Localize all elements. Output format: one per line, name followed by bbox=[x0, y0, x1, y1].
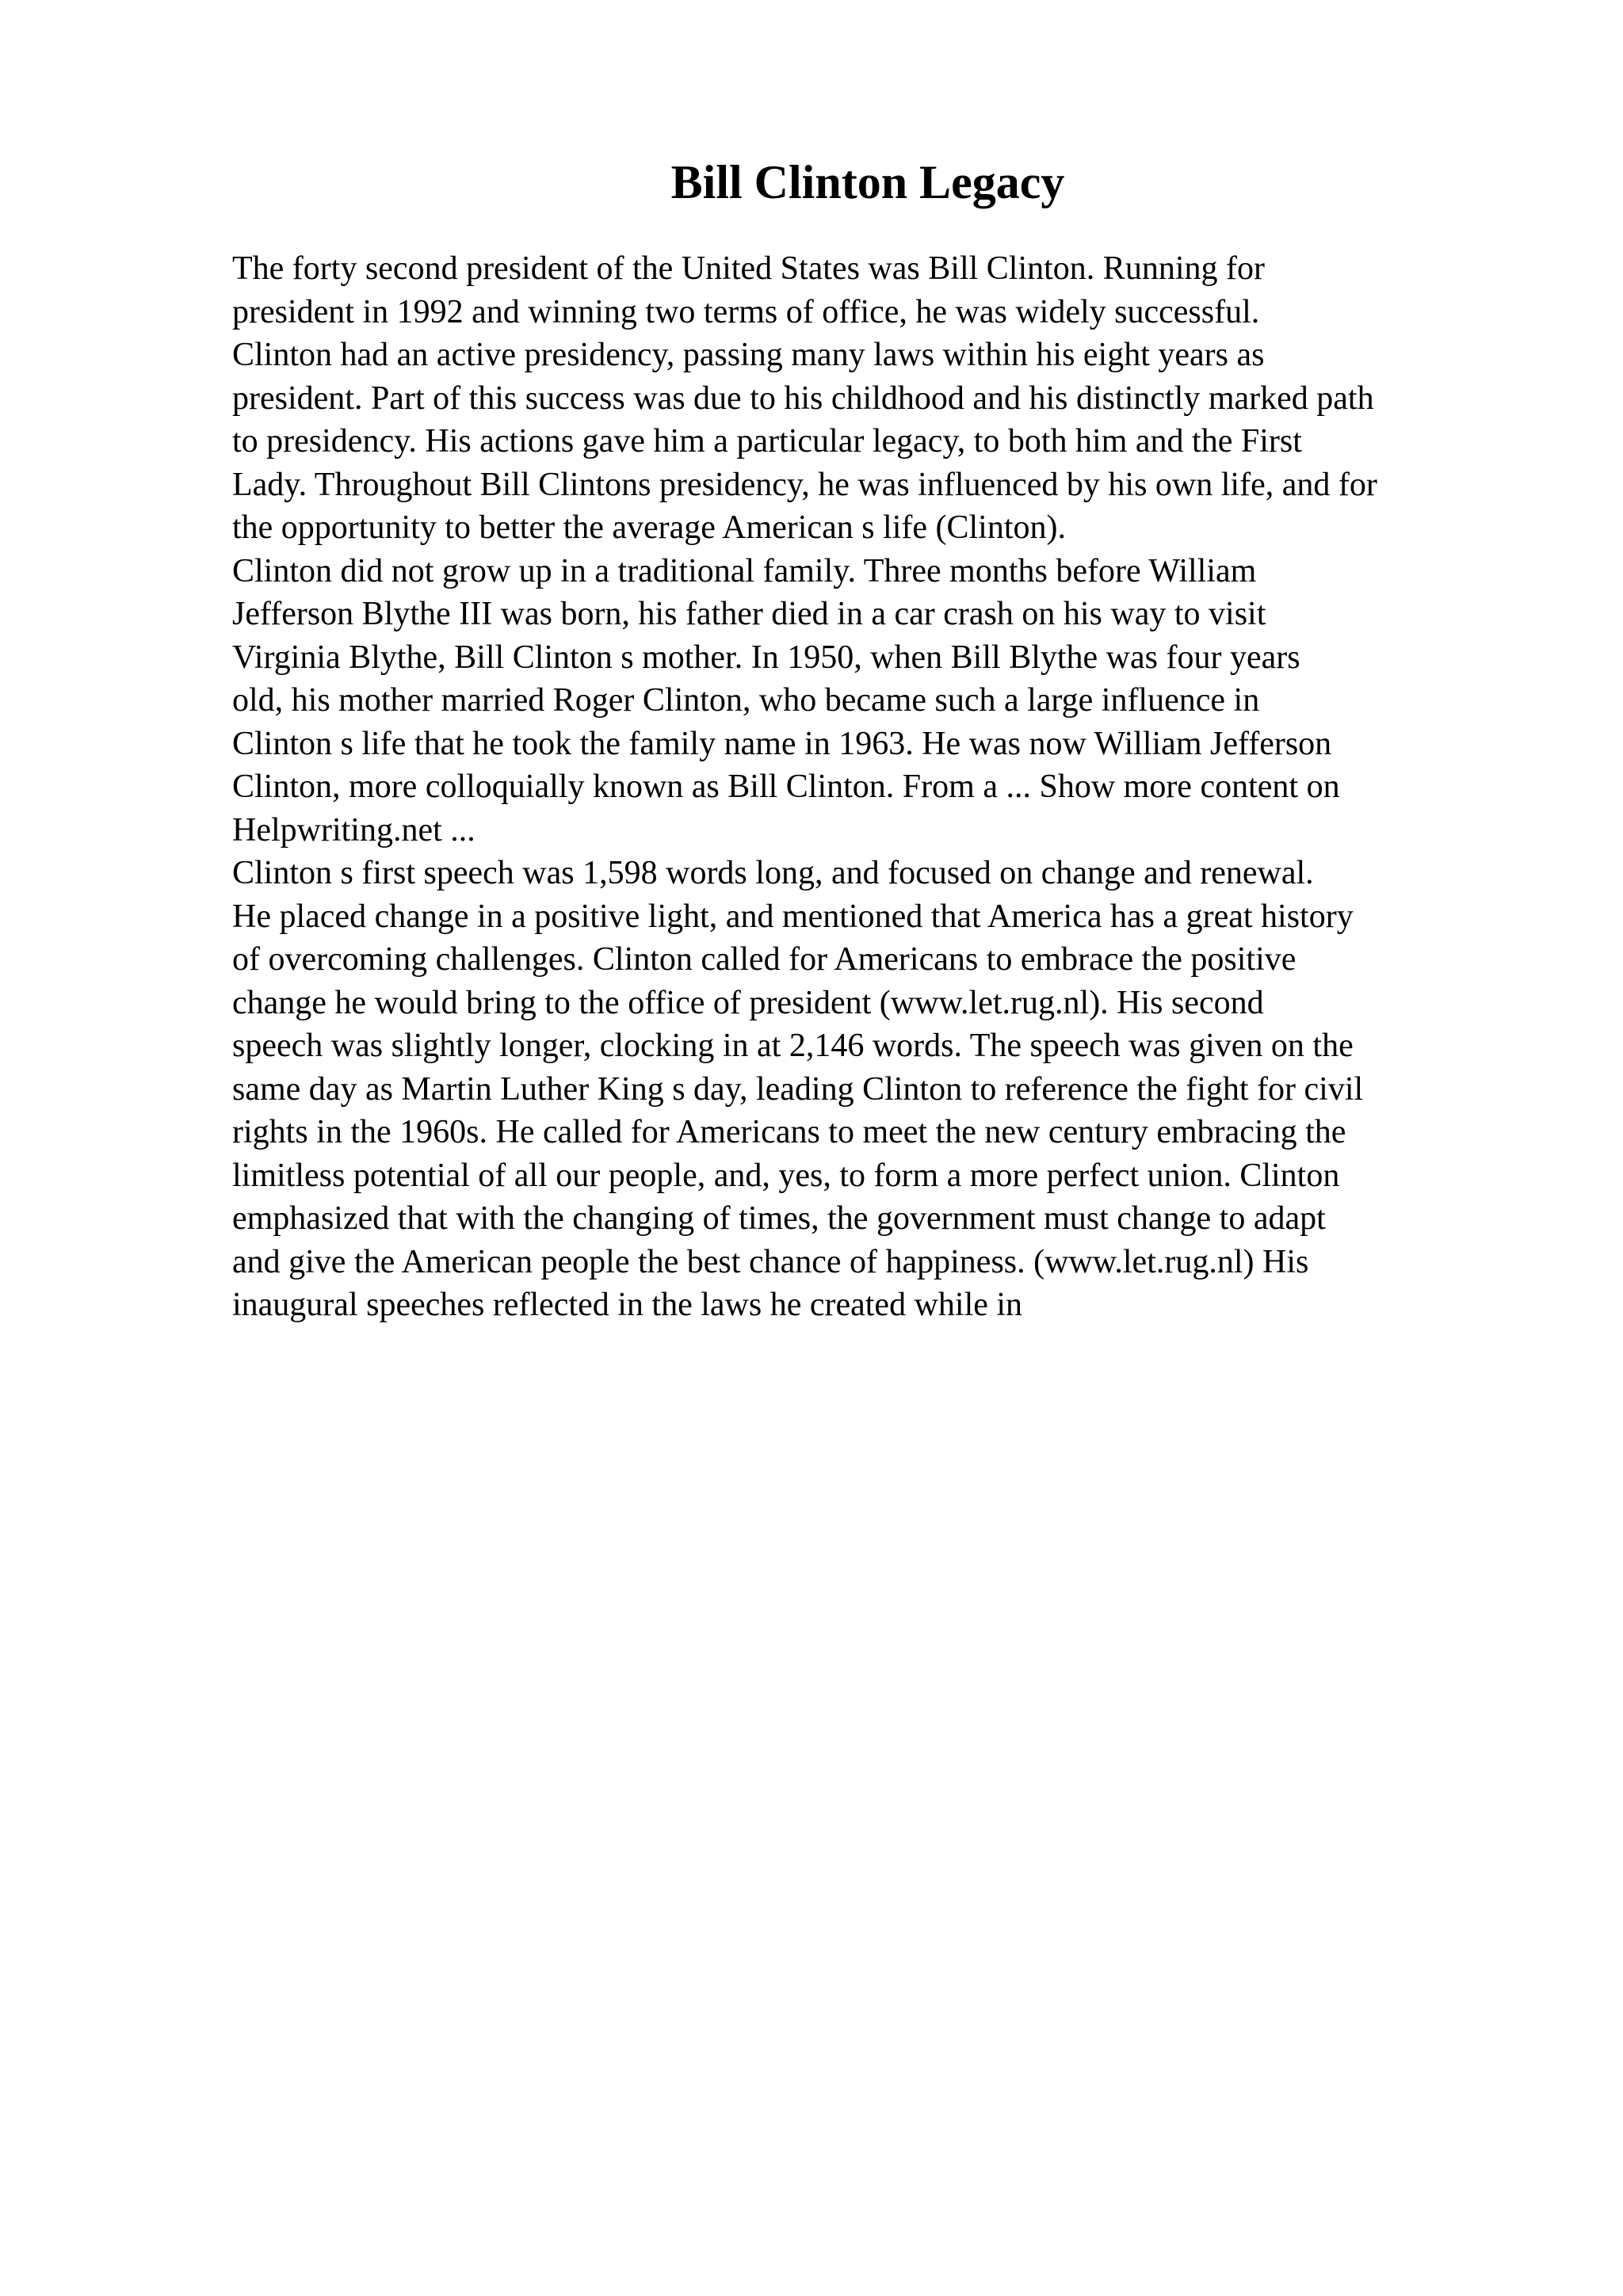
document-title: Bill Clinton Legacy bbox=[670, 156, 1065, 208]
text-line: inaugural speeches reflected in the laws he created while in bbox=[232, 1287, 1023, 1323]
text-line: Lady. Throughout Bill Clintons presidency, he was influenced by his own life, and for bbox=[232, 466, 1377, 503]
text-line: limitless potential of all our people, and, yes, to form a more perfect union. Clinton bbox=[232, 1157, 1340, 1194]
text-line: Jefferson Blythe III was born, his father died in a car crash on his way to visit bbox=[232, 596, 1266, 632]
text-line: Clinton s life that he took the family name in 1963. He was now William Jefferson bbox=[232, 725, 1332, 762]
text-line: speech was slightly longer, clocking in at 2,146 words. The speech was given on the bbox=[232, 1028, 1354, 1064]
text-line: of overcoming challenges. Clinton called for Americans to embrace the positive bbox=[232, 941, 1296, 978]
text-line: old, his mother married Roger Clinton, who became such a large influence in bbox=[232, 682, 1260, 719]
text-line: to presidency. His actions gave him a particular legacy, to both him and the First bbox=[232, 423, 1302, 460]
text-line: rights in the 1960s. He called for Americans to meet the new century embracing the bbox=[232, 1114, 1346, 1150]
text-line: president in 1992 and winning two terms of office, he was widely successful. bbox=[232, 293, 1260, 330]
text-line: emphasized that with the changing of times, the government must change to adapt bbox=[232, 1200, 1326, 1237]
text-line: change he would bring to the office of president (www.let.rug.nl). His second bbox=[232, 984, 1264, 1021]
text-line: The forty second president of the United States was Bill Clinton. Running for bbox=[232, 250, 1265, 287]
text-line: Virginia Blythe, Bill Clinton s mother. In 1950, when Bill Blythe was four years bbox=[232, 639, 1300, 676]
text-line: Helpwriting.net ... bbox=[232, 811, 475, 849]
text-line: He placed change in a positive light, and mentioned that America has a great history bbox=[232, 898, 1354, 935]
text-line: Clinton had an active presidency, passing many laws within his eight years as bbox=[232, 337, 1265, 373]
document-body bbox=[232, 247, 1532, 1327]
text-line: the opportunity to better the average American s life (Clinton). bbox=[232, 509, 1067, 546]
text-line: president. Part of this success was due to his childhood and his distinctly marked path bbox=[232, 379, 1374, 417]
text-line: Clinton did not grow up in a traditional family. Three months before William bbox=[232, 552, 1257, 589]
text-line: and give the American people the best chance of happiness. (www.let.rug.nl) His bbox=[232, 1243, 1309, 1280]
text-line: same day as Martin Luther King s day, leading Clinton to reference the fight for civil bbox=[232, 1070, 1364, 1108]
text-line: Clinton s first speech was 1,598 words long, and focused on change and renewal. bbox=[232, 855, 1314, 891]
text-line: Clinton, more colloquially known as Bill Clinton. From a ... Show more content on bbox=[232, 769, 1340, 805]
